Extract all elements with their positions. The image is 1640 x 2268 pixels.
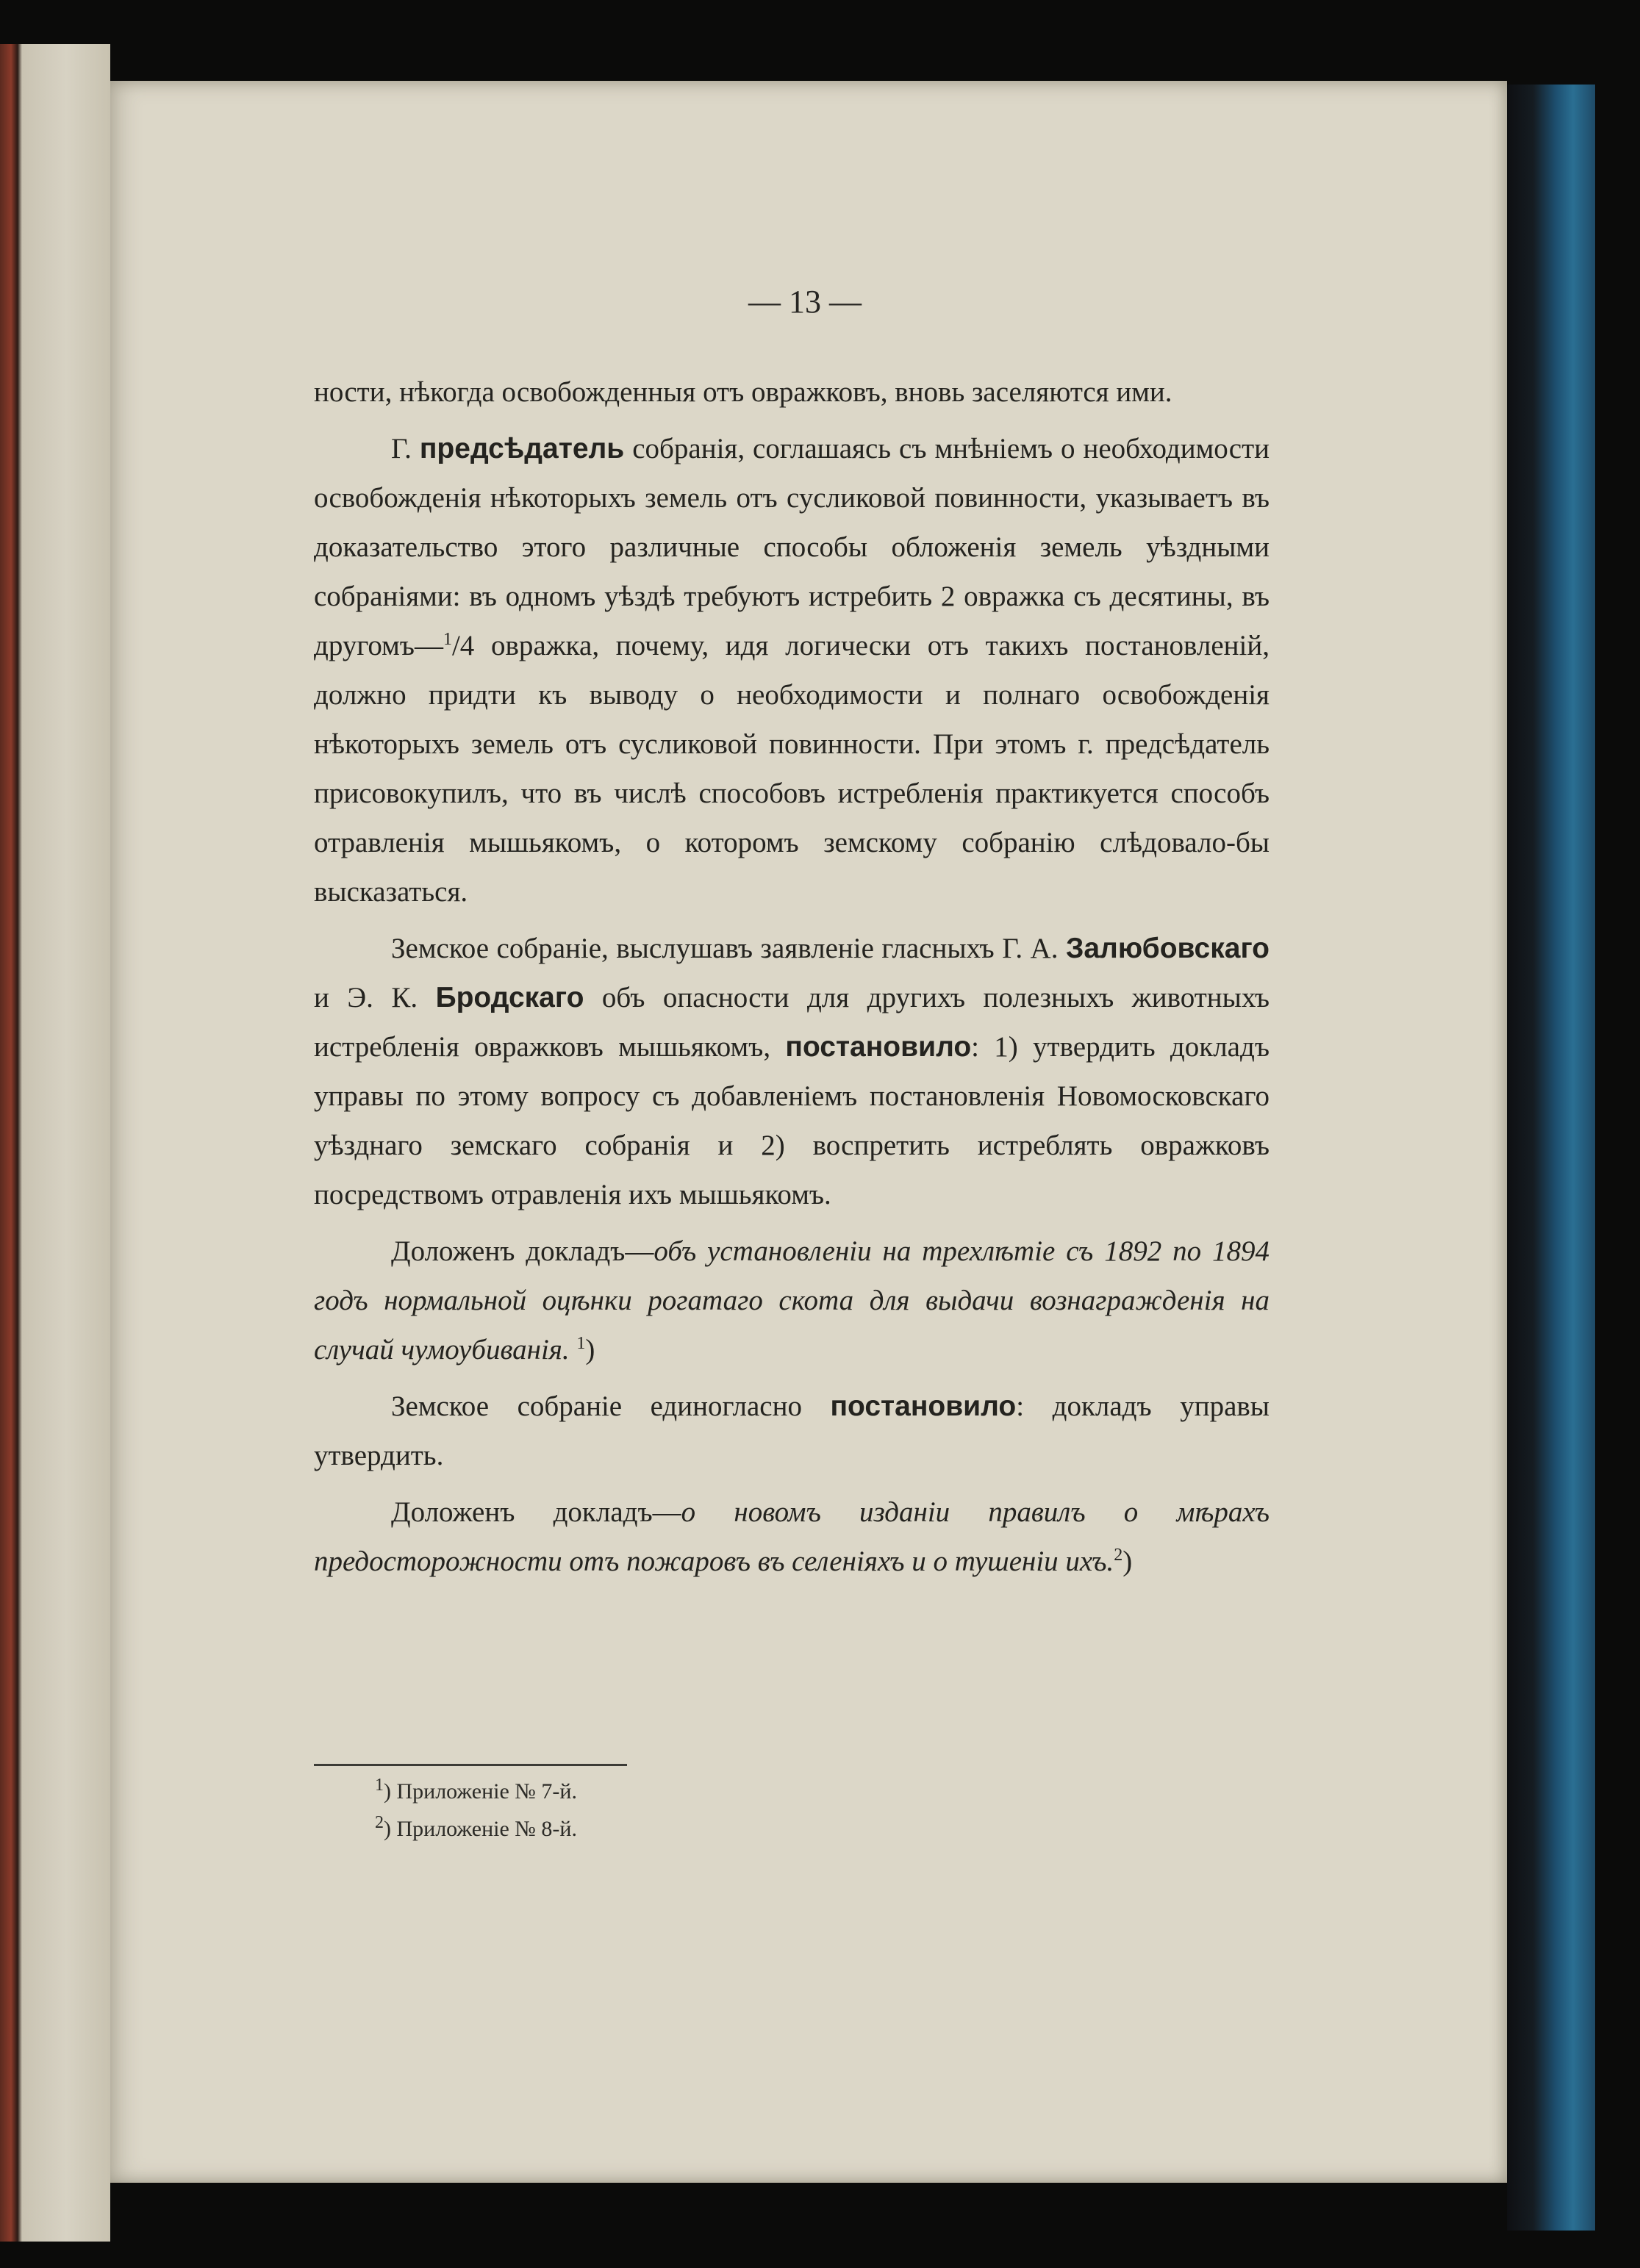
footnote-divider — [314, 1764, 627, 1766]
paragraph — [314, 1382, 1270, 1480]
text-run: о новомъ изданіи правилъ о мѣрахъ предосторожности отъ пожаровъ въ селеніяхъ и о тушеніи ихъ. — [314, 1496, 1270, 1577]
text-run: Доложенъ докладъ— — [391, 1235, 654, 1267]
paragraph — [314, 1488, 1270, 1586]
footnote-text: ) Приложеніе № 8-й. — [384, 1817, 577, 1841]
text-run: объ установленіи на трехлѣтіе съ 1892 по 1894 годъ нормальной оцѣнки рогатаго скота для выдачи вознагражденія на случай чумоубиванія. — [314, 1235, 1270, 1366]
text-run: Г. — [391, 433, 420, 464]
footnote-reference: 1 — [576, 1334, 586, 1353]
paragraph — [314, 1227, 1270, 1374]
footnote-marker: 1 — [375, 1776, 384, 1795]
text-run: постановило — [785, 1031, 972, 1063]
text-run: Земское собраніе, выслушавъ заявленіе гласныхъ Г. А. — [391, 933, 1066, 964]
text-run: Доложенъ докладъ— — [391, 1496, 681, 1528]
footnote-marker: 2 — [375, 1813, 384, 1832]
text-run: собранія, соглашаясь съ мнѣніемъ о необходимости освобожденія нѣкоторыхъ земель отъ сусликовой повинности, указываетъ въ доказательство этого различные способы обложенія земель уѣздными собраніями: въ одномъ уѣздѣ требуютъ истребить 2 овражка съ десятины, въ другомъ— — [314, 433, 1270, 661]
paragraph — [314, 924, 1270, 1219]
text-run: Земское собраніе единогласно — [391, 1390, 831, 1422]
text-run: объ опасности для другихъ полезныхъ животныхъ истребленія овражковъ мышьякомъ, — [314, 982, 1270, 1063]
text-run: : докладъ управы утвердить. — [314, 1390, 1270, 1471]
text-run: Бродскаго — [435, 982, 584, 1013]
text-run: /4 овражка, почему, идя логически отъ такихъ постановленій, должно придти къ выводу о необходимости и полнаго освобожденія нѣкоторыхъ земель отъ сусликовой повинности. При этомъ г. предсѣдатель присовокупилъ, что въ числѣ способовъ истребленія практикуется способъ отравленія мышьякомъ, о которомъ земскому собранію слѣдовало-бы высказаться. — [314, 630, 1270, 908]
text-run: постановило — [830, 1390, 1017, 1422]
text-run: : 1) утвердить докладъ управы по этому вопросу съ добавленіемъ постановленія Новомосковскаго уѣзднаго земскаго собранія и 2) воспретить истреблять овражковъ посредствомъ отравленія ихъ мышьякомъ. — [314, 1031, 1270, 1210]
book-left-edge — [0, 44, 110, 2242]
footnote-text: ) Приложеніе № 7-й. — [384, 1779, 577, 1804]
book-spine — [1507, 85, 1595, 2231]
page-body — [314, 367, 1270, 1593]
text-run: ности, нѣкогда освобожденныя отъ овражковъ, вновь заселяются ими. — [314, 376, 1172, 408]
footnote-reference: 2 — [1114, 1546, 1123, 1565]
footnote — [375, 1810, 963, 1848]
paragraph — [314, 367, 1270, 417]
text-run: и Э. К. — [314, 982, 436, 1013]
footnote — [375, 1773, 963, 1810]
footnotes — [375, 1773, 963, 1848]
text-run: ) — [585, 1334, 595, 1366]
text-run: ) — [1122, 1546, 1133, 1577]
paragraph — [314, 424, 1270, 916]
page-number: — 13 — — [748, 284, 862, 320]
footnote-reference: 1 — [443, 630, 452, 649]
text-run: предсѣдатель — [419, 433, 625, 464]
text-run: Залюбовскаго — [1065, 933, 1270, 964]
text-run — [570, 1334, 577, 1366]
